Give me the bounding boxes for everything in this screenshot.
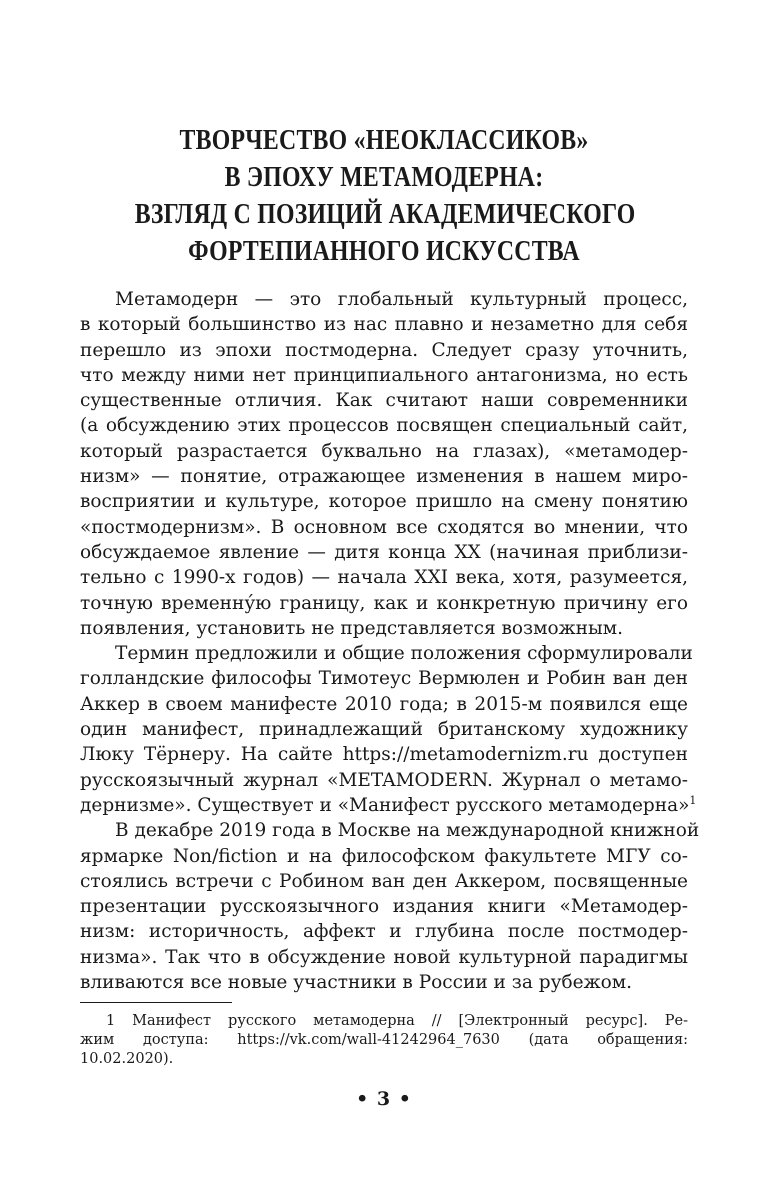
page-number: • 3 • bbox=[356, 1088, 412, 1110]
text-line: вливаются все новые участники в России и за рубежом. bbox=[80, 972, 633, 994]
text-line: стоялись встречи с Робином ван ден Аккером, посвященные bbox=[80, 870, 688, 892]
text-line: В декабре 2019 года в Москве на международной книжной bbox=[115, 820, 700, 842]
text-line: «постмодернизм». В основном все сходятся во мнении, что bbox=[80, 516, 688, 538]
text-line: появления, установить не представляется возможным. bbox=[80, 617, 624, 639]
text-line: ярмарке Non/fiction и на философском факультете МГУ со- bbox=[80, 845, 688, 867]
text-line: один манифест, принадлежащий британскому художнику bbox=[80, 719, 688, 741]
text-line: что между ними нет принципиального антагонизма, но есть bbox=[80, 364, 688, 386]
paragraph-3 bbox=[80, 818, 700, 995]
text-line: который разрастается буквально на глазах), «метамодер- bbox=[80, 440, 688, 462]
text-line: тельно с 1990-х годов) — начала XXI века, хотя, разумеется, bbox=[80, 567, 688, 589]
text-line: точную временну́ю границу, как и конкретную причину его bbox=[80, 592, 688, 614]
body-text bbox=[80, 287, 700, 995]
text-line: русскоязычный журнал «METAMODERN. Журнал о метамо- bbox=[80, 769, 688, 791]
text-line: восприятии и культуре, которое пришло на смену понятию bbox=[80, 491, 688, 513]
chapter-title bbox=[135, 122, 634, 270]
paragraph-2 bbox=[80, 641, 697, 818]
title-line: ВЗГЛЯД С ПОЗИЦИЙ АКАДЕМИЧЕСКОГО bbox=[134, 198, 636, 230]
text-line: существенные отличия. Как считают наши современники bbox=[80, 390, 688, 412]
title-line: ТВОРЧЕСТВО «НЕОКЛАССИКОВ» bbox=[179, 124, 589, 156]
title-line: ФОРТЕПИАННОГО ИСКУССТВА bbox=[188, 235, 580, 267]
text-line: Люку Тёрнеру. На сайте https://metamodernizm.ru доступен bbox=[80, 744, 688, 766]
text-line: низм: историчность, аффект и глубина после постмодер- bbox=[80, 921, 688, 943]
footnote-reference[interactable]: 1 bbox=[689, 793, 697, 807]
text-line: низма». Так что в обсуждение новой культурной парадигмы bbox=[80, 946, 688, 968]
footnote-line: 10.02.2020). bbox=[80, 1051, 174, 1067]
footnote-line: 1 Манифест русского метамодерна // [Электронный ресурс]. Ре- bbox=[106, 1013, 688, 1029]
title-line: В ЭПОХУ МЕТАМОДЕРНА: bbox=[224, 161, 544, 193]
footnote-divider bbox=[80, 1002, 232, 1003]
text-line: презентации русскоязычного издания книги «Метамодер- bbox=[80, 896, 688, 918]
footnote-line: жим доступа: https://vk.com/wall-41242964_7630 (дата обращения: bbox=[80, 1032, 688, 1048]
footnote bbox=[80, 1012, 688, 1069]
text-line: Аккер в своем манифесте 2010 года; в 2015-м появился еще bbox=[80, 693, 688, 715]
paragraph-1 bbox=[80, 287, 688, 641]
text-line: Метамодерн — это глобальный культурный процесс, bbox=[115, 289, 688, 310]
text-line: низм» — понятие, отражающее изменения в нашем миро- bbox=[80, 466, 688, 488]
text-line: обсуждаемое явление — дитя конца XX (начиная приблизи- bbox=[80, 541, 688, 563]
text-line-with-footnote bbox=[80, 793, 697, 818]
text-line: дернизме». Существует и «Манифест русского метамодерна» bbox=[80, 794, 690, 816]
text-line: Термин предложили и общие положения сформулировали bbox=[115, 643, 693, 665]
text-line: перешло из эпохи постмодерна. Следует сразу уточнить, bbox=[80, 339, 688, 361]
text-line: голландские философы Тимотеус Вермюлен и Робин ван ден bbox=[80, 668, 688, 690]
text-line: (а обсуждению этих процессов посвящен специальный сайт, bbox=[80, 415, 688, 437]
text-line: в который большинство из нас плавно и незаметно для себя bbox=[80, 314, 688, 336]
